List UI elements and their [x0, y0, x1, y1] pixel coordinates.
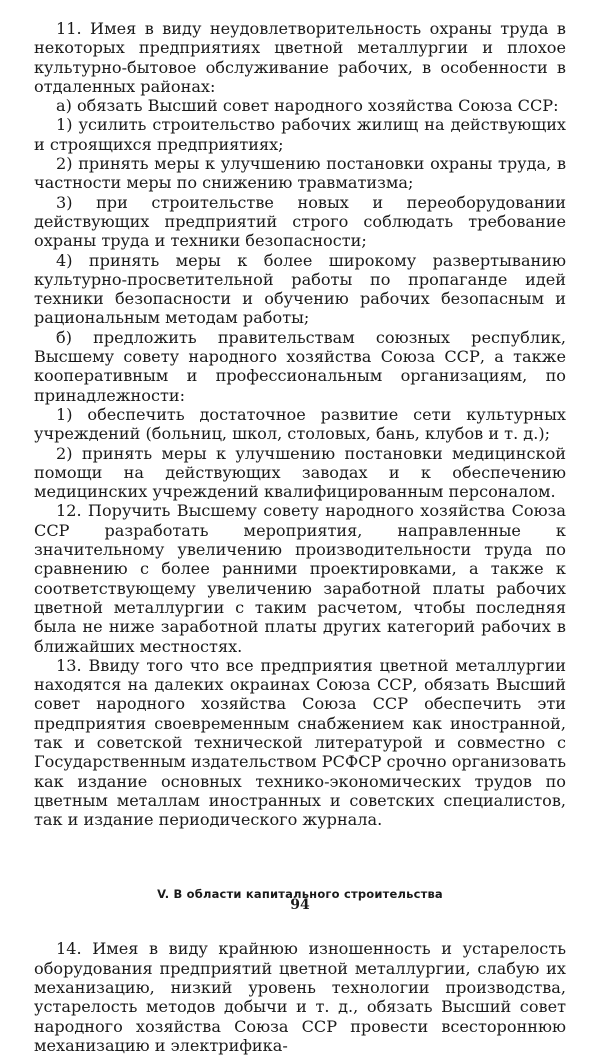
- paragraph-11b-2: 2) принять меры к улучшению постановки медицинской помощи на действующих заводах и к обеспечению медицинских учреждений квалифицированным персоналом.: [34, 443, 566, 502]
- paragraph-12: 12. Поручить Высшему совету народного хозяйства Союза ССР разработать мероприятия, направленные к значительному увеличению производительности труда по сравнению с более ранними проектировками, а также к соответствующему увеличению заработной платы рабочих цветной металлургии с таким расчетом, чтобы последняя была не ниже заработной платы других категорий рабочих в ближайших местностях.: [34, 501, 566, 656]
- paragraph-11: 11. Имея в виду неудовлетворительность охраны труда в некоторых предприятиях цветной металлургии и плохое культурно-бытовое обслуживание рабочих, в особенности в отдаленных районах:: [34, 19, 566, 96]
- paragraph-11a: а) обязать Высший совет народного хозяйства Союза ССР:: [56, 96, 559, 116]
- paragraph-11b-1: 1) обеспечить достаточное развитие сети культурных учреждений (больниц, школ, столовых, бань, клубов и т. д.);: [34, 404, 566, 444]
- paragraph-11a-1: 1) усилить строительство рабочих жилищ на действующих и строящихся предприятиях;: [34, 115, 566, 154]
- paragraph-11b: б) предложить правительствам союзных республик, Высшему совету народного хозяйства Союза ССР, а также кооперативным и профессиональным организациям, по принадлежности:: [34, 327, 566, 405]
- paragraph-14: 14. Имея в виду крайнюю изношенность и устарелость оборудования предприятий цветной металлургии, слабую их механизацию, низкий уровень технологии производства, устарелость методов добычи и т. д., обязать Высший совет народного хозяйства Союза ССР провести всестороннюю механизацию и электрифика-: [34, 939, 566, 1055]
- body-text-top: [34, 19, 566, 829]
- page-number: 94: [290, 897, 310, 913]
- paragraph-11a-2: 2) принять меры к улучшению постановки охраны труда, в частности меры по снижению травматизма;: [34, 154, 566, 193]
- section-heading: V. В области капитального строительства: [157, 887, 443, 902]
- paragraph-11a-4: 4) принять меры к более широкому развертыванию культурно-просветительной работы по пропаганде идей техники безопасности и обучению рабочих безопасным и рациональным методам работы;: [34, 250, 566, 328]
- body-text-bottom: [34, 939, 566, 1055]
- paragraph-13: 13. Ввиду того что все предприятия цветной металлургии находятся на далеких окраинах Союза ССР, обязать Высший совет народного хозяйства Союза ССР обеспечить эти предприятия своевременным снабжением как иностранной, так и советской технической литературой и совместно с Государственным издательством РСФСР срочно организовать как издание основных технико-экономических трудов по цветным металлам иностранных и советских специалистов, так и издание периодического журнала.: [34, 655, 566, 830]
- paragraph-11a-3: 3) при строительстве новых и переоборудовании действующих предприятий строго соблюдать требование охраны труда и техники безопасности;: [34, 192, 566, 251]
